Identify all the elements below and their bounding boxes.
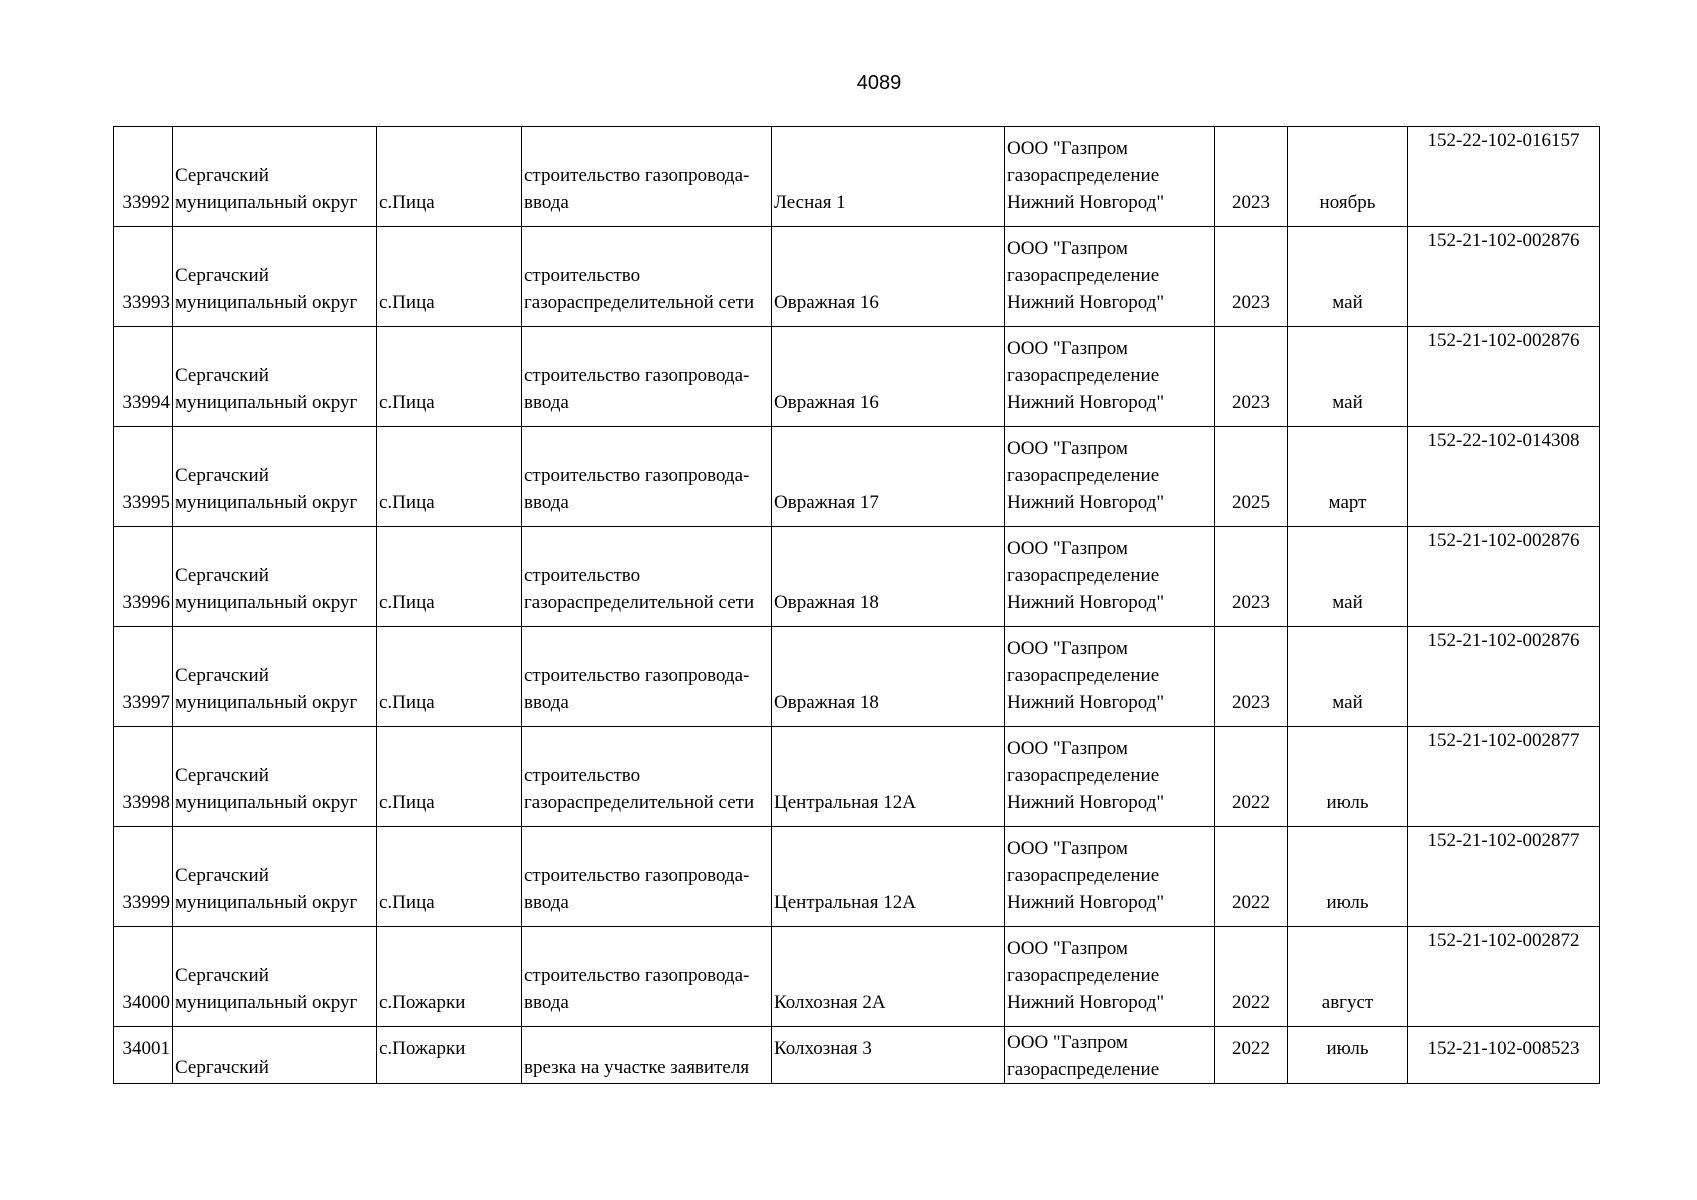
district-cell-line: Сергачский	[175, 765, 269, 786]
organization-cell-line: газораспределение	[1007, 365, 1160, 386]
record-number-cell: 33998	[114, 727, 173, 827]
district-cell-line: Сергачский	[175, 465, 269, 486]
month-cell: май	[1288, 327, 1408, 427]
organization-cell	[1005, 227, 1215, 327]
table-row	[114, 927, 1600, 1027]
district-cell	[173, 527, 377, 627]
organization-cell-line: газораспределение	[1007, 165, 1160, 186]
registry-table	[113, 126, 1600, 1084]
district-cell	[173, 427, 377, 527]
district-cell	[173, 1027, 377, 1084]
month-cell: ноябрь	[1288, 127, 1408, 227]
organization-cell-line: Нижний Новгород"	[1007, 692, 1165, 713]
year-cell: 2023	[1215, 527, 1288, 627]
work-type-cell-line: строительство газопровода-	[524, 965, 750, 986]
organization-cell-line: газораспределение	[1007, 865, 1160, 886]
record-number-cell: 33996	[114, 527, 173, 627]
year-cell: 2023	[1215, 227, 1288, 327]
street-cell: Овражная 18	[772, 527, 1005, 627]
month-cell: май	[1288, 227, 1408, 327]
record-number-cell: 33997	[114, 627, 173, 727]
record-number-cell: 33999	[114, 827, 173, 927]
work-type-cell-line: газораспределительной сети	[524, 592, 755, 613]
district-cell-line: муниципальный округ	[175, 892, 358, 913]
record-number-cell: 33993	[114, 227, 173, 327]
organization-cell-line: газораспределение	[1007, 465, 1160, 486]
organization-cell-line: ООО "Газпром	[1007, 938, 1128, 959]
work-type-cell-line: ввода	[524, 192, 569, 213]
table-row	[114, 327, 1600, 427]
district-cell-line: Сергачский	[175, 165, 269, 186]
organization-cell-line: ООО "Газпром	[1007, 1032, 1128, 1053]
district-cell-line: Сергачский	[175, 565, 269, 586]
settlement-cell: с.Пица	[377, 627, 522, 727]
registry-body	[114, 127, 1600, 1084]
district-cell	[173, 927, 377, 1027]
organization-cell-line: Нижний Новгород"	[1007, 992, 1165, 1013]
organization-cell-line: ООО "Газпром	[1007, 838, 1128, 859]
district-cell	[173, 127, 377, 227]
district-cell-line: муниципальный округ	[175, 792, 358, 813]
organization-cell-line: ООО "Газпром	[1007, 538, 1128, 559]
work-type-cell	[522, 327, 772, 427]
table-row	[114, 527, 1600, 627]
table-row	[114, 627, 1600, 727]
organization-cell	[1005, 827, 1215, 927]
street-cell: Колхозная 2А	[772, 927, 1005, 1027]
record-number-cell: 33994	[114, 327, 173, 427]
work-type-cell-line: ввода	[524, 492, 569, 513]
table-row	[114, 1027, 1600, 1084]
work-type-cell	[522, 527, 772, 627]
district-cell-line: муниципальный округ	[175, 392, 358, 413]
month-cell: июль	[1288, 827, 1408, 927]
work-type-cell-line: строительство газопровода-	[524, 865, 750, 886]
district-cell-line: муниципальный округ	[175, 292, 358, 313]
code-cell: 152-21-102-002877	[1408, 727, 1600, 827]
district-cell-line: Сергачский	[175, 365, 269, 386]
district-cell	[173, 827, 377, 927]
year-cell: 2023	[1215, 627, 1288, 727]
work-type-cell	[522, 627, 772, 727]
district-cell-line: муниципальный округ	[175, 992, 358, 1013]
settlement-cell: с.Пица	[377, 827, 522, 927]
work-type-cell-line: ввода	[524, 892, 569, 913]
organization-cell-line: Нижний Новгород"	[1007, 792, 1165, 813]
district-cell	[173, 227, 377, 327]
street-cell: Центральная 12А	[772, 827, 1005, 927]
month-cell: июль	[1288, 727, 1408, 827]
street-cell: Овражная 16	[772, 327, 1005, 427]
work-type-cell	[522, 227, 772, 327]
work-type-cell-line: ввода	[524, 392, 569, 413]
work-type-cell	[522, 427, 772, 527]
organization-cell	[1005, 127, 1215, 227]
organization-cell-line: ООО "Газпром	[1007, 338, 1128, 359]
code-cell: 152-21-102-002876	[1408, 227, 1600, 327]
organization-cell-line: Нижний Новгород"	[1007, 292, 1165, 313]
district-cell-line: муниципальный округ	[175, 192, 358, 213]
organization-cell	[1005, 427, 1215, 527]
year-cell: 2023	[1215, 327, 1288, 427]
table-row	[114, 427, 1600, 527]
district-cell	[173, 627, 377, 727]
settlement-cell: с.Пожарки	[377, 1027, 522, 1084]
work-type-cell	[522, 1027, 772, 1084]
record-number-cell: 33995	[114, 427, 173, 527]
table-row	[114, 227, 1600, 327]
district-cell-line: муниципальный округ	[175, 692, 358, 713]
year-cell: 2022	[1215, 1027, 1288, 1084]
work-type-cell-line: строительство газопровода-	[524, 665, 750, 686]
organization-cell-line: ООО "Газпром	[1007, 438, 1128, 459]
work-type-cell-line: строительство газопровода-	[524, 165, 750, 186]
work-type-cell	[522, 127, 772, 227]
district-cell	[173, 327, 377, 427]
table-row	[114, 827, 1600, 927]
work-type-cell-line: врезка на участке заявителя	[524, 1057, 750, 1078]
work-type-cell-line: газораспределительной сети	[524, 792, 755, 813]
organization-cell-line: Нижний Новгород"	[1007, 192, 1165, 213]
work-type-cell	[522, 927, 772, 1027]
work-type-cell	[522, 827, 772, 927]
code-cell: 152-21-102-002876	[1408, 527, 1600, 627]
month-cell: июль	[1288, 1027, 1408, 1084]
year-cell: 2022	[1215, 927, 1288, 1027]
district-cell-line: Сергачский	[175, 665, 269, 686]
month-cell: август	[1288, 927, 1408, 1027]
organization-cell-line: ООО "Газпром	[1007, 238, 1128, 259]
organization-cell	[1005, 627, 1215, 727]
settlement-cell: с.Пица	[377, 127, 522, 227]
organization-cell	[1005, 327, 1215, 427]
organization-cell-line: Нижний Новгород"	[1007, 392, 1165, 413]
district-cell-line: Сергачский	[175, 865, 269, 886]
code-cell: 152-21-102-002877	[1408, 827, 1600, 927]
year-cell: 2022	[1215, 827, 1288, 927]
street-cell: Лесная 1	[772, 127, 1005, 227]
organization-cell	[1005, 1027, 1215, 1084]
settlement-cell: с.Пица	[377, 327, 522, 427]
settlement-cell: с.Пица	[377, 427, 522, 527]
work-type-cell-line: строительство	[524, 565, 641, 586]
month-cell: март	[1288, 427, 1408, 527]
work-type-cell-line: строительство газопровода-	[524, 465, 750, 486]
work-type-cell	[522, 727, 772, 827]
code-cell: 152-21-102-002872	[1408, 927, 1600, 1027]
organization-cell-line: Нижний Новгород"	[1007, 492, 1165, 513]
code-cell: 152-22-102-016157	[1408, 127, 1600, 227]
street-cell: Овражная 18	[772, 627, 1005, 727]
table-row	[114, 127, 1600, 227]
organization-cell-line: газораспределение	[1007, 765, 1160, 786]
street-cell: Овражная 17	[772, 427, 1005, 527]
organization-cell	[1005, 527, 1215, 627]
record-number-cell: 34000	[114, 927, 173, 1027]
month-cell: май	[1288, 527, 1408, 627]
organization-cell-line: ООО "Газпром	[1007, 638, 1128, 659]
organization-cell-line: Нижний Новгород"	[1007, 892, 1165, 913]
work-type-cell-line: строительство газопровода-	[524, 365, 750, 386]
settlement-cell: с.Пожарки	[377, 927, 522, 1027]
street-cell: Центральная 12А	[772, 727, 1005, 827]
organization-cell-line: газораспределение	[1007, 565, 1160, 586]
work-type-cell-line: ввода	[524, 692, 569, 713]
settlement-cell: с.Пица	[377, 227, 522, 327]
year-cell: 2023	[1215, 127, 1288, 227]
street-cell: Колхозная 3	[772, 1027, 1005, 1084]
settlement-cell: с.Пица	[377, 727, 522, 827]
settlement-cell: с.Пица	[377, 527, 522, 627]
organization-cell-line: газораспределение	[1007, 965, 1160, 986]
district-cell-line: Сергачский	[175, 965, 269, 986]
organization-cell-line: газораспределение	[1007, 1059, 1160, 1080]
district-cell	[173, 727, 377, 827]
record-number-cell: 33992	[114, 127, 173, 227]
code-cell: 152-21-102-002876	[1408, 627, 1600, 727]
work-type-cell-line: газораспределительной сети	[524, 292, 755, 313]
page-number: 4089	[856, 72, 902, 94]
organization-cell	[1005, 727, 1215, 827]
work-type-cell-line: ввода	[524, 992, 569, 1013]
year-cell: 2022	[1215, 727, 1288, 827]
district-cell-line: Сергачский	[175, 265, 269, 286]
organization-cell-line: ООО "Газпром	[1007, 738, 1128, 759]
code-cell: 152-21-102-008523	[1408, 1027, 1600, 1084]
table-row	[114, 727, 1600, 827]
year-cell: 2025	[1215, 427, 1288, 527]
month-cell: май	[1288, 627, 1408, 727]
organization-cell-line: Нижний Новгород"	[1007, 592, 1165, 613]
work-type-cell-line: строительство	[524, 765, 641, 786]
record-number-cell: 34001	[114, 1027, 173, 1084]
code-cell: 152-22-102-014308	[1408, 427, 1600, 527]
code-cell: 152-21-102-002876	[1408, 327, 1600, 427]
district-cell-line: муниципальный округ	[175, 592, 358, 613]
organization-cell-line: ООО "Газпром	[1007, 138, 1128, 159]
district-cell-line: Сергачский	[175, 1057, 269, 1078]
work-type-cell-line: строительство	[524, 265, 641, 286]
street-cell: Овражная 16	[772, 227, 1005, 327]
organization-cell-line: газораспределение	[1007, 265, 1160, 286]
district-cell-line: муниципальный округ	[175, 492, 358, 513]
organization-cell-line: газораспределение	[1007, 665, 1160, 686]
organization-cell	[1005, 927, 1215, 1027]
